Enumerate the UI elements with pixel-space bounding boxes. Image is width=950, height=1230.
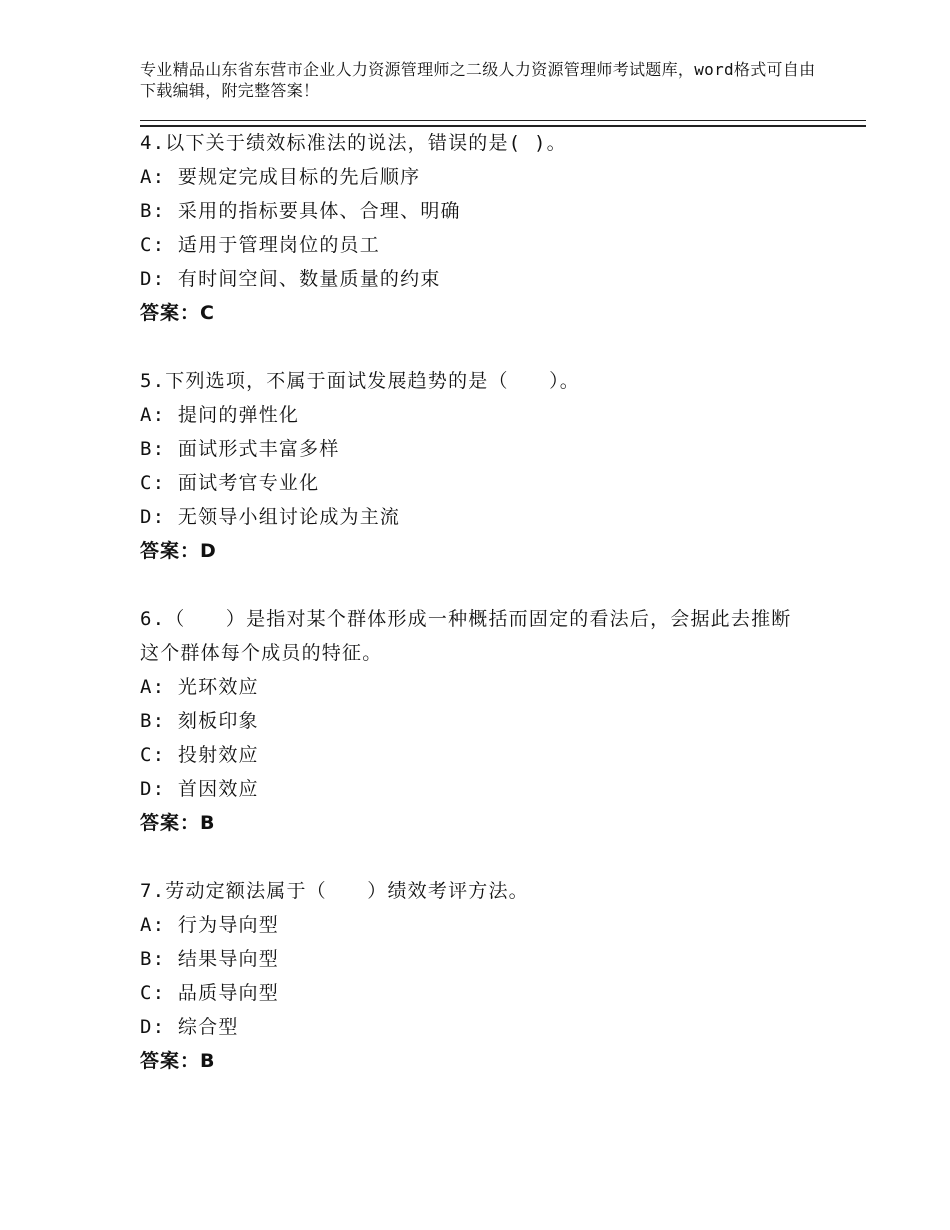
question-list bbox=[140, 126, 866, 1112]
question-item bbox=[140, 602, 866, 840]
option-c: C: 适用于管理岗位的员工 bbox=[140, 234, 380, 256]
answer-text: 答案：B bbox=[140, 1050, 216, 1072]
document-header: 专业精品山东省东营市企业人力资源管理师之二级人力资源管理师考试题库，word格式可自由下载编辑，附完整答案！ bbox=[140, 60, 816, 100]
option-a: A: 行为导向型 bbox=[140, 914, 279, 936]
option-b: B: 采用的指标要具体、合理、明确 bbox=[140, 200, 461, 222]
question-stem: 4.以下关于绩效标准法的说法，错误的是( )。 bbox=[140, 132, 567, 154]
option-b: B: 结果导向型 bbox=[140, 948, 279, 970]
answer-text: 答案：B bbox=[140, 812, 216, 834]
option-a: A: 要规定完成目标的先后顺序 bbox=[140, 166, 421, 188]
option-a: A: 提问的弹性化 bbox=[140, 404, 300, 426]
option-c: C: 投射效应 bbox=[140, 744, 259, 766]
option-d: D: 首因效应 bbox=[140, 778, 259, 800]
question-item bbox=[140, 874, 866, 1078]
option-b: B: 面试形式丰富多样 bbox=[140, 438, 340, 460]
option-d: D: 有时间空间、数量质量的约束 bbox=[140, 268, 441, 290]
question-stem: 6.（ ）是指对某个群体形成一种概括而固定的看法后，会据此去推断这个群体每个成员的特征。 bbox=[140, 608, 792, 664]
question-item bbox=[140, 126, 866, 330]
option-c: C: 面试考官专业化 bbox=[140, 472, 320, 494]
answer-text: 答案：D bbox=[140, 540, 217, 562]
question-stem: 5.下列选项，不属于面试发展趋势的是（ ）。 bbox=[140, 370, 580, 392]
answer-text: 答案：C bbox=[140, 302, 215, 324]
option-d: D: 无领导小组讨论成为主流 bbox=[140, 506, 401, 528]
question-item bbox=[140, 364, 866, 568]
question-stem: 7.劳动定额法属于（ ）绩效考评方法。 bbox=[140, 880, 529, 902]
option-a: A: 光环效应 bbox=[140, 676, 259, 698]
option-b: B: 刻板印象 bbox=[140, 710, 259, 732]
option-c: C: 品质导向型 bbox=[140, 982, 279, 1004]
option-d: D: 综合型 bbox=[140, 1016, 239, 1038]
